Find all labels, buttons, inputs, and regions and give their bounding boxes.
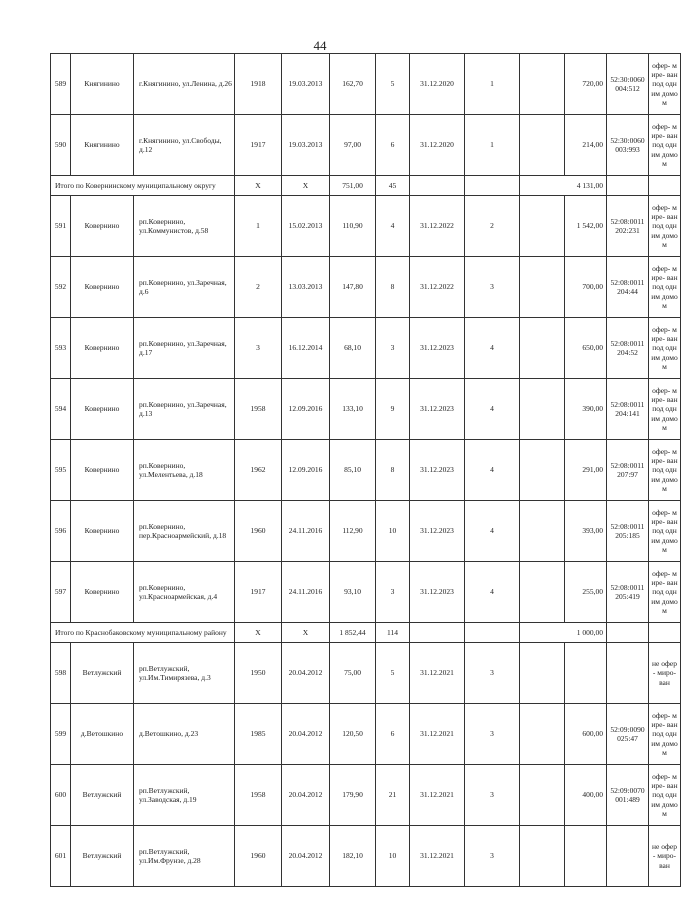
row-number-cell: 601 — [51, 826, 71, 887]
cost-b-cell: 214,00 — [565, 115, 607, 176]
municipality-cell: Ковернино — [71, 562, 134, 623]
address-cell: рп.Ветлужский, ул.Им.Тимирязева, д.3 — [134, 643, 235, 704]
date-cell: 12.09.2016 — [282, 379, 330, 440]
address-cell: рп.Ветлужский, ул.Им.Фрунзе, д.28 — [134, 826, 235, 887]
residents-cell: 8 — [376, 440, 410, 501]
deadline-cell: 31.12.2020 — [410, 54, 465, 115]
cost-a-cell — [520, 704, 565, 765]
deadline-cell: 31.12.2022 — [410, 196, 465, 257]
total-label-cell: Итого по Краснобаковскому муниципальному району — [51, 623, 235, 643]
area-cell: 120,50 — [330, 704, 376, 765]
land-status-cell: не офер- миро- ван — [649, 826, 681, 887]
year-cell: 1917 — [235, 115, 282, 176]
total-term-cell — [410, 623, 465, 643]
area-cell: 162,70 — [330, 54, 376, 115]
total-x-cell: Х — [282, 623, 330, 643]
cost-b-cell: 720,00 — [565, 54, 607, 115]
land-status-cell: офер- мире- ван под одним домом — [649, 704, 681, 765]
area-cell: 93,10 — [330, 562, 376, 623]
date-cell: 12.09.2016 — [282, 440, 330, 501]
address-cell: рп.Ковернино, ул.Заречная, д.13 — [134, 379, 235, 440]
total-x-cell: Х — [235, 176, 282, 196]
total-cost-cell: 1 000,00 — [520, 623, 607, 643]
area-cell: 133,10 — [330, 379, 376, 440]
residents-cell: 9 — [376, 379, 410, 440]
residents-cell: 6 — [376, 115, 410, 176]
address-cell: рп.Ковернино, ул.Заречная, д.6 — [134, 257, 235, 318]
year-cell: 1917 — [235, 562, 282, 623]
year-cell: 1985 — [235, 704, 282, 765]
cost-a-cell — [520, 379, 565, 440]
residents-cell: 10 — [376, 826, 410, 887]
municipality-cell: Ковернино — [71, 379, 134, 440]
stage-cell: 4 — [465, 501, 520, 562]
stage-cell: 1 — [465, 54, 520, 115]
land-status-cell: офер- мире- ван под одним домом — [649, 765, 681, 826]
total-area-cell: 751,00 — [330, 176, 376, 196]
cost-b-cell: 393,00 — [565, 501, 607, 562]
date-cell: 13.03.2013 — [282, 257, 330, 318]
cadastral-number-cell: 52:08:0011205:185 — [607, 501, 649, 562]
deadline-cell: 31.12.2022 — [410, 257, 465, 318]
row-number-cell: 590 — [51, 115, 71, 176]
table-row — [51, 501, 681, 562]
total-x-cell: Х — [282, 176, 330, 196]
table-row — [51, 115, 681, 176]
cost-a-cell — [520, 257, 565, 318]
table-row — [51, 379, 681, 440]
stage-cell: 4 — [465, 379, 520, 440]
deadline-cell: 31.12.2021 — [410, 765, 465, 826]
land-status-cell: офер- мире- ван под одним домом — [649, 379, 681, 440]
deadline-cell: 31.12.2021 — [410, 643, 465, 704]
cost-b-cell: 1 542,00 — [565, 196, 607, 257]
date-cell: 24.11.2016 — [282, 562, 330, 623]
stage-cell: 3 — [465, 826, 520, 887]
cost-b-cell: 255,00 — [565, 562, 607, 623]
cadastral-number-cell: 52:08:0011204:44 — [607, 257, 649, 318]
address-cell: г.Княгинино, ул.Ленина, д.26 — [134, 54, 235, 115]
year-cell: 1962 — [235, 440, 282, 501]
total-cadastral-cell — [607, 176, 649, 196]
land-status-cell: офер- мире- ван под одним домом — [649, 318, 681, 379]
deadline-cell: 31.12.2023 — [410, 440, 465, 501]
cadastral-number-cell: 52:08:0011204:52 — [607, 318, 649, 379]
address-cell: рп.Ветлужский, ул.Заводская, д.19 — [134, 765, 235, 826]
address-cell: д.Ветошкино, д.23 — [134, 704, 235, 765]
land-status-cell: офер- мире- ван под одним домом — [649, 115, 681, 176]
address-cell: рп.Ковернино, ул.Заречная, д.17 — [134, 318, 235, 379]
stage-cell: 4 — [465, 562, 520, 623]
cost-b-cell: 291,00 — [565, 440, 607, 501]
table-row — [51, 196, 681, 257]
date-cell: 19.03.2013 — [282, 54, 330, 115]
cost-a-cell — [520, 196, 565, 257]
area-cell: 112,90 — [330, 501, 376, 562]
area-cell: 147,80 — [330, 257, 376, 318]
row-number-cell: 591 — [51, 196, 71, 257]
row-number-cell: 589 — [51, 54, 71, 115]
area-cell: 110,90 — [330, 196, 376, 257]
table-row — [51, 826, 681, 887]
date-cell: 20.04.2012 — [282, 826, 330, 887]
residents-cell: 8 — [376, 257, 410, 318]
area-cell: 97,00 — [330, 115, 376, 176]
cost-b-cell: 600,00 — [565, 704, 607, 765]
row-number-cell: 594 — [51, 379, 71, 440]
date-cell: 16.12.2014 — [282, 318, 330, 379]
residents-cell: 4 — [376, 196, 410, 257]
land-status-cell: офер- мире- ван под одним домом — [649, 562, 681, 623]
cadastral-number-cell — [607, 643, 649, 704]
municipality-cell: д.Ветошкино — [71, 704, 134, 765]
stage-cell: 3 — [465, 765, 520, 826]
municipality-cell: Княгинино — [71, 115, 134, 176]
land-status-cell: офер- мире- ван под одним домом — [649, 440, 681, 501]
stage-cell: 1 — [465, 115, 520, 176]
date-cell: 15.02.2013 — [282, 196, 330, 257]
land-status-cell: офер- мире- ван под одним домом — [649, 501, 681, 562]
cadastral-number-cell: 52:30:0060004:512 — [607, 54, 649, 115]
date-cell: 20.04.2012 — [282, 765, 330, 826]
table-body — [51, 54, 681, 887]
stage-cell: 4 — [465, 318, 520, 379]
total-area-cell: 1 852,44 — [330, 623, 376, 643]
housing-registry-table — [50, 53, 681, 887]
land-status-cell: офер- мире- ван под одним домом — [649, 54, 681, 115]
municipality-cell: Ковернино — [71, 440, 134, 501]
total-stage-cell — [465, 176, 520, 196]
table-row — [51, 318, 681, 379]
total-x-cell: Х — [235, 623, 282, 643]
cadastral-number-cell: 52:08:0011204:141 — [607, 379, 649, 440]
table-row — [51, 54, 681, 115]
cost-b-cell: 650,00 — [565, 318, 607, 379]
year-cell: 1960 — [235, 826, 282, 887]
stage-cell: 3 — [465, 257, 520, 318]
stage-cell: 4 — [465, 440, 520, 501]
land-status-cell: не офер- миро- ван — [649, 643, 681, 704]
total-label-cell: Итого по Ковернинскому муниципальному округу — [51, 176, 235, 196]
address-cell: рп.Ковернино, ул.Красноармейская, д.4 — [134, 562, 235, 623]
cost-b-cell: 700,00 — [565, 257, 607, 318]
date-cell: 20.04.2012 — [282, 643, 330, 704]
municipality-cell: Ковернино — [71, 318, 134, 379]
residents-cell: 6 — [376, 704, 410, 765]
land-status-cell: офер- мире- ван под одним домом — [649, 257, 681, 318]
address-cell: г.Княгинино, ул.Свободы, д.12 — [134, 115, 235, 176]
cadastral-number-cell: 52:08:0011202:231 — [607, 196, 649, 257]
total-row — [51, 623, 681, 643]
cost-a-cell — [520, 562, 565, 623]
total-row — [51, 176, 681, 196]
municipality-cell: Ковернино — [71, 257, 134, 318]
row-number-cell: 595 — [51, 440, 71, 501]
row-number-cell: 592 — [51, 257, 71, 318]
deadline-cell: 31.12.2023 — [410, 379, 465, 440]
total-people-cell: 45 — [376, 176, 410, 196]
table-row — [51, 704, 681, 765]
table-row — [51, 257, 681, 318]
stage-cell: 3 — [465, 643, 520, 704]
residents-cell: 5 — [376, 643, 410, 704]
total-term-cell — [410, 176, 465, 196]
land-status-cell: офер- мире- ван под одним домом — [649, 196, 681, 257]
deadline-cell: 31.12.2023 — [410, 562, 465, 623]
municipality-cell: Ветлужский — [71, 826, 134, 887]
cost-b-cell — [565, 826, 607, 887]
residents-cell: 3 — [376, 562, 410, 623]
year-cell: 3 — [235, 318, 282, 379]
cost-a-cell — [520, 115, 565, 176]
cadastral-number-cell: 52:08:0011207:97 — [607, 440, 649, 501]
date-cell: 19.03.2013 — [282, 115, 330, 176]
cadastral-number-cell: 52:09:0090025:47 — [607, 704, 649, 765]
table-row — [51, 562, 681, 623]
deadline-cell: 31.12.2021 — [410, 704, 465, 765]
deadline-cell: 31.12.2021 — [410, 826, 465, 887]
residents-cell: 5 — [376, 54, 410, 115]
cost-a-cell — [520, 643, 565, 704]
total-people-cell: 114 — [376, 623, 410, 643]
total-cost-cell: 4 131,00 — [520, 176, 607, 196]
residents-cell: 10 — [376, 501, 410, 562]
residents-cell: 3 — [376, 318, 410, 379]
cost-b-cell: 390,00 — [565, 379, 607, 440]
table-row — [51, 643, 681, 704]
year-cell: 1960 — [235, 501, 282, 562]
page-number: 44 — [313, 38, 327, 53]
municipality-cell: Ковернино — [71, 196, 134, 257]
area-cell: 68,10 — [330, 318, 376, 379]
year-cell: 2 — [235, 257, 282, 318]
cadastral-number-cell: 52:30:0060003:993 — [607, 115, 649, 176]
cost-a-cell — [520, 54, 565, 115]
municipality-cell: Княгинино — [71, 54, 134, 115]
year-cell: 1958 — [235, 379, 282, 440]
address-cell: рп.Ковернино, пер.Красноармейский, д.18 — [134, 501, 235, 562]
cost-b-cell: 400,00 — [565, 765, 607, 826]
total-status-cell — [649, 176, 681, 196]
year-cell: 1950 — [235, 643, 282, 704]
row-number-cell: 596 — [51, 501, 71, 562]
address-cell: рп.Ковернино, ул.Мелентьева, д.18 — [134, 440, 235, 501]
cadastral-number-cell: 52:09:0070001:489 — [607, 765, 649, 826]
row-number-cell: 593 — [51, 318, 71, 379]
year-cell: 1918 — [235, 54, 282, 115]
cost-a-cell — [520, 501, 565, 562]
cadastral-number-cell: 52:08:0011205:419 — [607, 562, 649, 623]
deadline-cell: 31.12.2023 — [410, 501, 465, 562]
cost-a-cell — [520, 765, 565, 826]
year-cell: 1 — [235, 196, 282, 257]
date-cell: 24.11.2016 — [282, 501, 330, 562]
area-cell: 182,10 — [330, 826, 376, 887]
total-stage-cell — [465, 623, 520, 643]
stage-cell: 2 — [465, 196, 520, 257]
cadastral-number-cell — [607, 826, 649, 887]
year-cell: 1958 — [235, 765, 282, 826]
area-cell: 85,10 — [330, 440, 376, 501]
municipality-cell: Ковернино — [71, 501, 134, 562]
cost-b-cell — [565, 643, 607, 704]
table-row — [51, 440, 681, 501]
date-cell: 20.04.2012 — [282, 704, 330, 765]
cost-a-cell — [520, 318, 565, 379]
row-number-cell: 597 — [51, 562, 71, 623]
table-row — [51, 765, 681, 826]
municipality-cell: Ветлужский — [71, 643, 134, 704]
row-number-cell: 600 — [51, 765, 71, 826]
row-number-cell: 599 — [51, 704, 71, 765]
municipality-cell: Ветлужский — [71, 765, 134, 826]
cost-a-cell — [520, 440, 565, 501]
total-status-cell — [649, 623, 681, 643]
row-number-cell: 598 — [51, 643, 71, 704]
residents-cell: 21 — [376, 765, 410, 826]
total-cadastral-cell — [607, 623, 649, 643]
area-cell: 179,90 — [330, 765, 376, 826]
deadline-cell: 31.12.2020 — [410, 115, 465, 176]
cost-a-cell — [520, 826, 565, 887]
area-cell: 75,00 — [330, 643, 376, 704]
deadline-cell: 31.12.2023 — [410, 318, 465, 379]
stage-cell: 3 — [465, 704, 520, 765]
address-cell: рп.Ковернино, ул.Коммунистов, д.58 — [134, 196, 235, 257]
